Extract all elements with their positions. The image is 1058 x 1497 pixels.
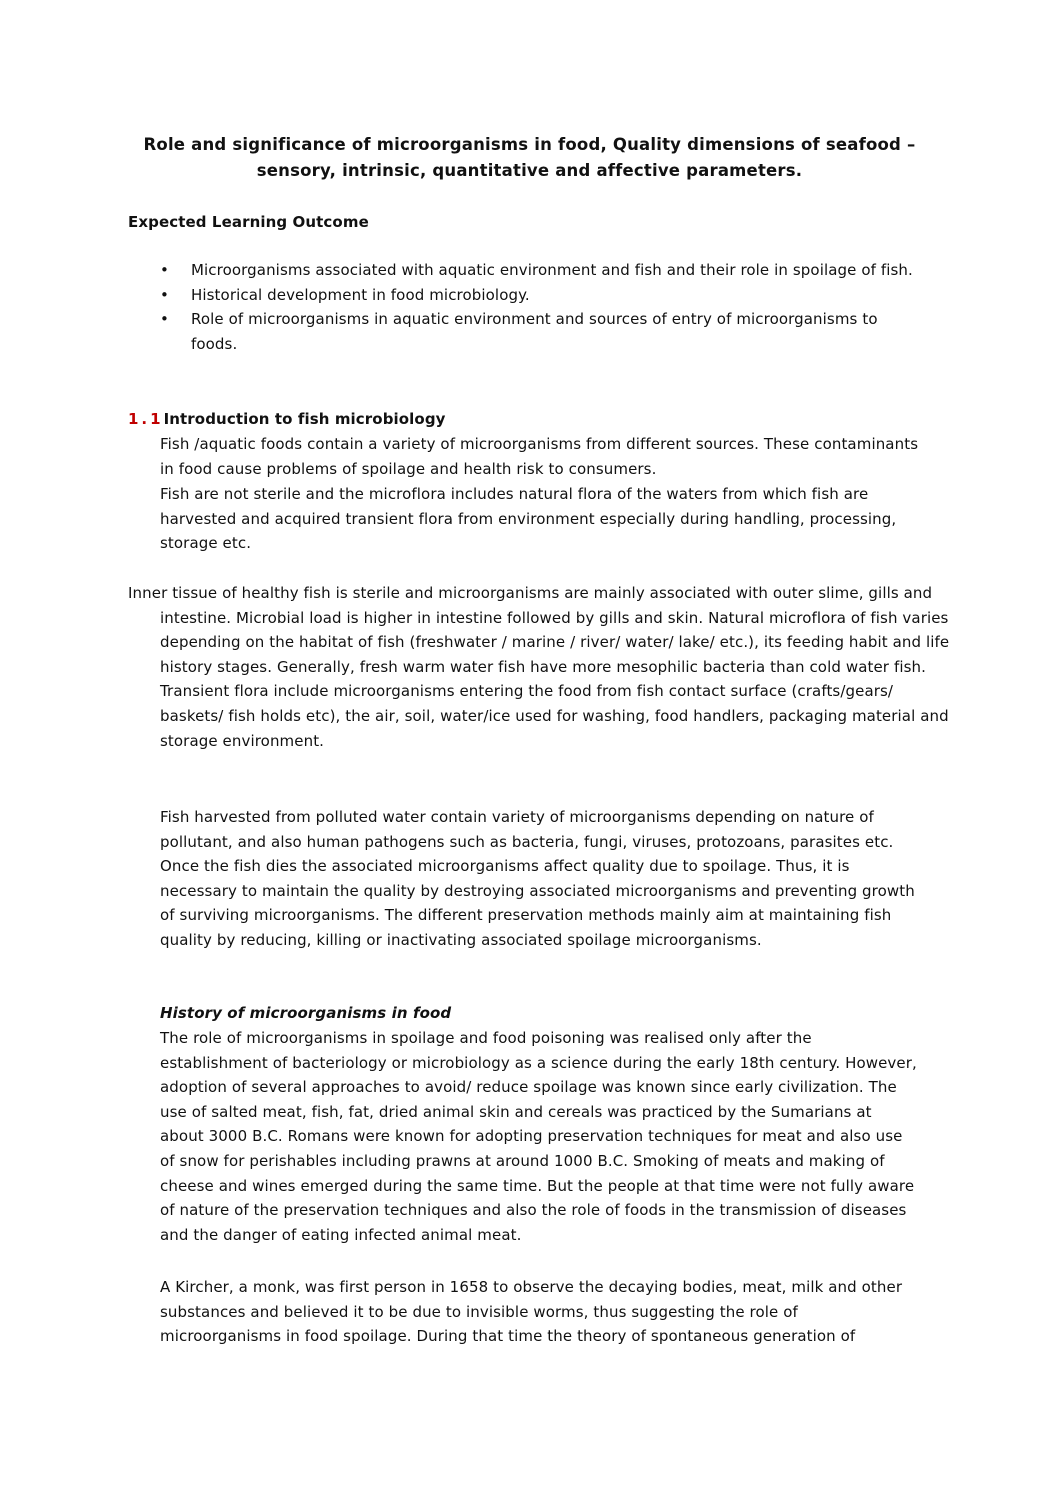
list-item: • Microorganisms associated with aquatic environment and fish and their role in spoilage of fish. xyxy=(160,258,920,283)
section-heading xyxy=(128,407,446,432)
learning-outcome-heading: Expected Learning Outcome xyxy=(128,213,369,231)
section-number: 1.1 xyxy=(128,410,164,428)
paragraph: A Kircher, a monk, was first person in 1658 to observe the decaying bodies, meat, milk and other substances and believed it to be due to invisible worms, thus suggesting the role of microorganisms in food spoilage. During that time the theory of spontaneous generation of xyxy=(160,1278,903,1346)
document-title: Role and significance of microorganisms in food, Quality dimensions of seafood – sensory, intrinsic, quantitative and affective parameters. xyxy=(143,135,916,180)
paragraph: Inner tissue of healthy fish is sterile and microorganisms are mainly associated with outer slime, gills and intestine. Microbial load is higher in intestine followed by gills and skin. Natural microflora of fish varies depending on the habitat of fish (freshwater / marine / river/ water/ lake/ etc.), its feeding habit and life history stages. Generally, fresh warm water fish have more mesophilic bacteria than cold water fish. Transient flora include microorganisms entering the food from fish contact surface (crafts/gears/ baskets/ fish holds etc), the air, soil, water/ice used for washing, food handlers, packaging material and storage environment. xyxy=(128,584,950,750)
list-item: • Role of microorganisms in aquatic environment and sources of entry of microorganisms to foods. xyxy=(160,307,920,356)
subsection-heading: History of microorganisms in food xyxy=(160,1004,452,1022)
paragraph: Fish harvested from polluted water contain variety of microorganisms depending on nature of pollutant, and also human pathogens such as bacteria, fungi, viruses, protozoans, parasites etc. Once the fish dies the associated microorganisms affect quality due to spoilage. Thus, it is necessary to maintain the quality by destroying associated microorganisms and preventing growth of surviving microorganisms. The different preservation methods mainly aim at maintaining fish quality by reducing, killing or inactivating associated spoilage microorganisms. xyxy=(160,808,915,949)
list-item: • Historical development in food microbiology. xyxy=(160,283,920,308)
learning-outcome-list xyxy=(160,258,920,356)
paragraph: Fish are not sterile and the microflora includes natural flora of the waters from which fish are harvested and acquired transient flora from environment especially during handling, processing, storage etc. xyxy=(160,485,897,553)
section-title: Introduction to fish microbiology xyxy=(163,410,446,428)
paragraph: Fish /aquatic foods contain a variety of microorganisms from different sources. These contaminants in food cause problems of spoilage and health risk to consumers. xyxy=(160,435,919,478)
paragraph: The role of microorganisms in spoilage and food poisoning was realised only after the establishment of bacteriology or microbiology as a science during the early 18th century. However, adoption of several approaches to avoid/ reduce spoilage was known since early civilization. The use of salted meat, fish, fat, dried animal skin and cereals was practiced by the Sumarians at about 3000 B.C. Romans were known for adopting preservation techniques for meat and also use of snow for perishables including prawns at around 1000 B.C. Smoking of meats and making of cheese and wines emerged during the same time. But the people at that time were not fully aware of nature of the preservation techniques and also the role of foods in the transmission of diseases and the danger of eating infected animal meat. xyxy=(160,1029,917,1244)
